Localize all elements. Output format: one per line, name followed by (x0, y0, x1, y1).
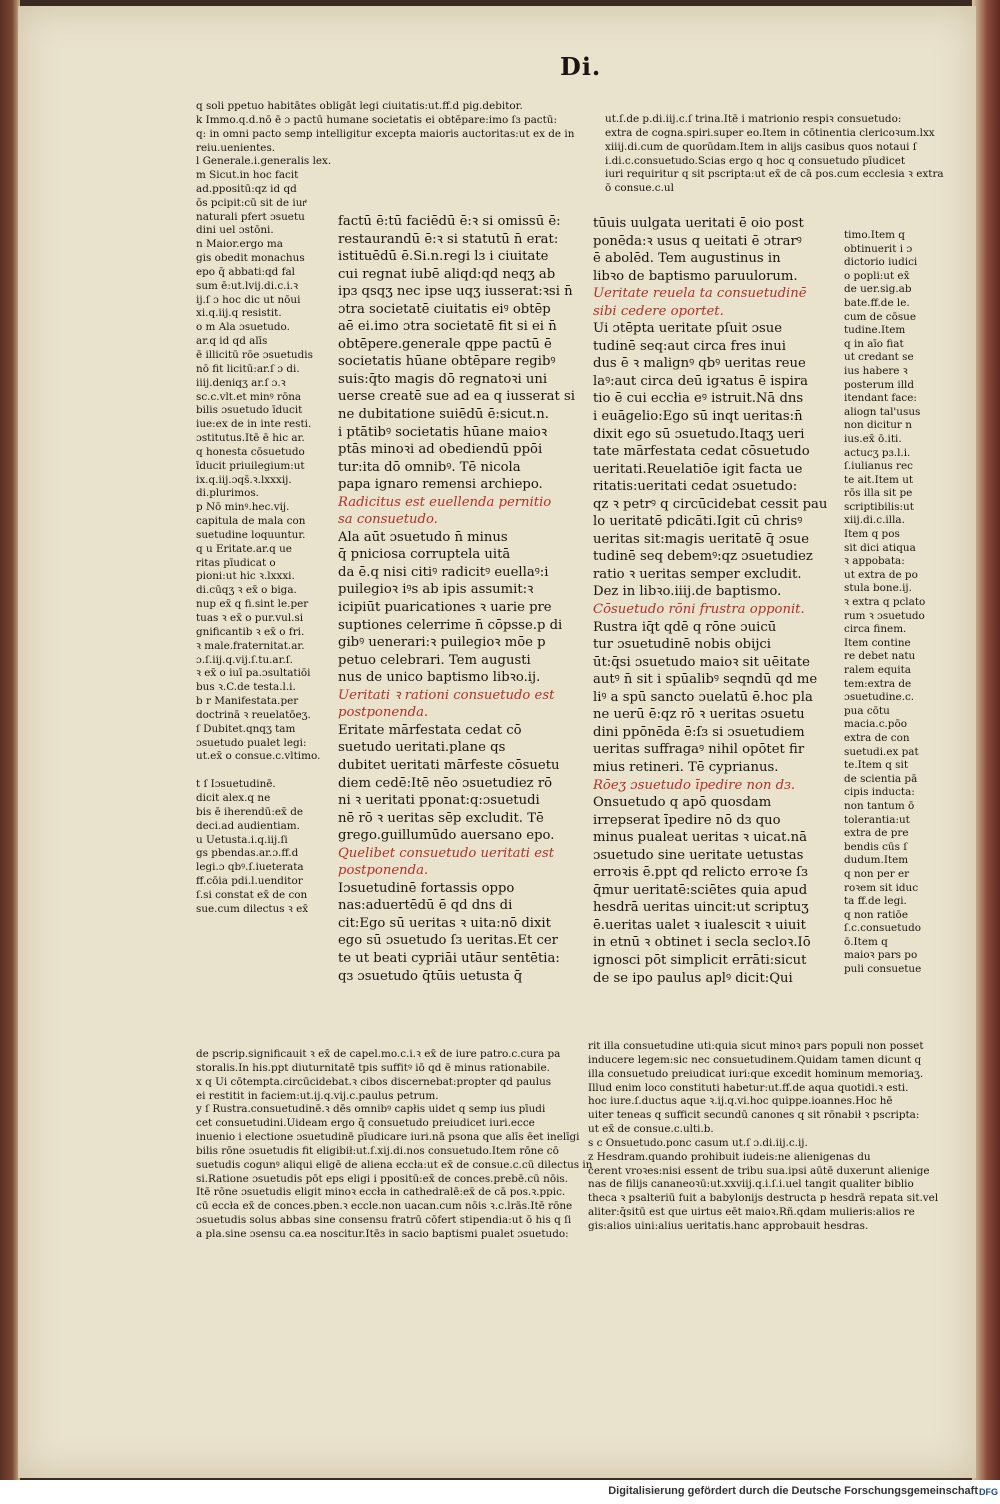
gloss-left-line: ōs pcipit:cū sit de iurͤ (196, 196, 306, 209)
gloss-left-line: tuas ꝛ ex̄ o pur.vul.si (196, 612, 304, 624)
main-col-1-line: uerse creatē sue ad ea q iusserat si (338, 389, 575, 405)
gloss-bottom-left-line: suetudis cogunꝰ aliqui eligē de aliena eccła:ut ex̄ de consue.c.cū dilectus in (196, 1158, 593, 1171)
gloss-right-line: sit dici atiqua (844, 541, 916, 554)
gloss-right-line: tem:extra de (844, 677, 912, 690)
gloss-bottom-left-line: a pla.sine ɔsensu ca.ea noscitur.Itēɜ in sacio baptismi pualet ɔsuetudo: (196, 1227, 569, 1240)
main-col-2-line: dixit ego sū ɔsuetudo.Itaqʒ ueri (593, 426, 805, 442)
gloss-left-line: sc.c.vlt.et minꝰ rōna (196, 390, 302, 403)
main-col-2-line: ignosci pōt simplicit̄ errāti:sicut (593, 952, 807, 968)
gloss-left-line: gis obedit monachus (196, 252, 305, 265)
gloss-left-line: bis ē iherendū:ex̄ de (196, 805, 303, 818)
gloss-bottom-left-line: cet consuetudini.Uideam ergo q̄ consuetudo preiudicet iuri.ecce (196, 1117, 535, 1130)
main-col-1-line: nē rō ꝛ ueritas sēp excludit. Tē (338, 810, 544, 826)
gloss-right-line: non tantum ō (844, 799, 915, 812)
gloss-top-left (196, 100, 594, 169)
gloss-right-line: Item contine (844, 636, 911, 649)
main-col-1-line: tur:ita dō omnibꝰ. Tē nicola (338, 459, 521, 475)
main-col-1-line: cit:Ego sū ueritas ꝛ uita:nō dixit (338, 915, 551, 931)
main-col-2-line: hesdrā ueritas uincit:ut scriptuʒ (593, 900, 809, 916)
gloss-top-right (605, 113, 950, 196)
gloss-right-line: dictorio iudici (844, 256, 918, 269)
main-col-2-line: ponēda:ꝛ usus q ueitati ē ɔtrarꝰ (593, 233, 802, 249)
gloss-right-line: re debet natu (844, 650, 916, 663)
gloss-bottom-left-line: bilis rōne ɔsuetudis fit eligibił:ut.ſ.xij.di.nos consuetudo.Item rōne cō (196, 1144, 559, 1157)
main-col-1-line: Radicitus est euellenda pernitio (338, 494, 552, 510)
gloss-bottom-right-line: uiter teneas q sufficit secundū canones q sit rōnabił ꝛ pscripta: (588, 1109, 920, 1122)
gloss-right-line: maioꝛ pars po (844, 949, 918, 962)
gloss-bottom-right-line: nas de filijs cananeoꝛū:ut.xxviij.q.i.ſ.i.uel tangit qualiter biblio (588, 1178, 914, 1191)
gloss-left-line (196, 764, 324, 778)
gloss-right-line: te.Item q sit (844, 759, 908, 772)
gloss-right-line: o popli:ut ex̄ (844, 269, 910, 282)
main-col-1-line: da ē.q nisi citiꝰ radicitꝰ euellaꝰ:i (338, 564, 549, 580)
gloss-left-line: naturali pfert ɔsuetu (196, 210, 305, 223)
gloss-right-line: ius habere ꝛ (844, 364, 908, 377)
gloss-left-line: iiij.deniqʒ ar.ſ ɔ.ꝛ (196, 376, 286, 389)
main-col-1-line: gibꝰ uenerari:ꝛ puilegioꝛ mōe p (338, 635, 546, 651)
gloss-left-line: di.plurimos. (196, 487, 259, 500)
gloss-left-line: gs pbendas.ar.ɔ.ff.d (196, 847, 299, 860)
main-col-1-line: Iɔsuetudinē fortassis oppo (338, 880, 515, 896)
gloss-right-line: rum ꝛ ɔsuetudo (844, 609, 925, 622)
gloss-left-line: ɔ.ſ.iij.q.vij.ſ.tu.ar.ſ. (196, 653, 293, 666)
gloss-right-line: obtinuerit i ɔ (844, 242, 913, 255)
gloss-right-line: aliogn tal'usus (844, 405, 921, 418)
gloss-right-line: de scientia pā (844, 772, 918, 785)
main-col-2-line: tūuis uulgata ueritati ē oio post (593, 216, 804, 231)
main-col-1-line: diem cedē:Itē nēo ɔsuetudiez rō (338, 775, 553, 791)
gloss-top-right-line: ut.ſ.de p.di.iij.c.ſ trina.Itē i matrionio respiꝛ consuetudo: (605, 113, 902, 125)
gloss-bottom-right-line: cerent vroꝛes:nisi essent de tribu sua.ipsi aūtē duxerunt alienige (588, 1164, 930, 1177)
gloss-left-line: p Nō minꝰ.hec.vij. (196, 501, 290, 514)
gloss-right-line: ut extra de po (844, 568, 918, 581)
main-col-2-line: irrepserat īpedire nō dɜ quo (593, 812, 781, 828)
main-col-2-line: ē abolēd. Tem augustinus in (593, 251, 781, 267)
gloss-right-line: ſ.c.consuetudo (844, 922, 921, 935)
gloss-left-line: ɔstitutus.Itē ē hic ar. (196, 432, 305, 445)
gloss-right-line: ō.Item q (844, 935, 888, 948)
gloss-left-line: ff.cōia pdi.l.uenditor (196, 875, 303, 888)
gloss-bottom-right-line: illa consuetudo preiudicat iuri:que excedit hominum memoriaʒ. (588, 1067, 924, 1080)
gloss-right-line: tudine.Item (844, 324, 906, 337)
main-col-1-line: Eritate mārfestata cedat cō (338, 722, 522, 738)
gloss-left-line: suetudine loquuntur. (196, 528, 306, 541)
main-col-1-line: icipiūt puaricationes ꝛ uarie pre (338, 600, 552, 616)
gloss-left-line: ſ Dubitet.qnqʒ tam (196, 722, 296, 735)
main-col-1-line: cui regnat iubē aliqd:qd neqʒ ab (338, 266, 556, 282)
gloss-left-line: n Maior.ergo ma (196, 238, 283, 251)
main-col-1-line: papa ignaro remensi archiepo. (338, 477, 543, 493)
gloss-bottom-left-line: y ſ Rustra.consuetudinē.ꝛ dēs omnibꝰ capłis uidet q semp ius pīudi (196, 1103, 546, 1116)
main-col-2-line: ratio ꝛ ueritas semper excludit. (593, 566, 802, 582)
gloss-bottom-left-line: cū eccła ex̄ de conces.pben.ꝛ eccle.non uacan.cum nōis ꝛ.c.lrās.Itē rōne (196, 1200, 573, 1213)
gloss-bottom-right-line: rit illa consuetudine uti:quia sicut minoꝛ pars populi non posset (588, 1040, 924, 1052)
main-col-1-line: suis:q̄to magis dō regnatoꝛi uni (338, 371, 548, 387)
gloss-right-line: bate.ff.de le. (844, 296, 910, 309)
main-col-1-line: factū ē:tū faciēdū ē:ꝛ si omissū ē: (338, 214, 561, 229)
gloss-right-line: puli consuetue (844, 963, 922, 976)
gloss-left-line: sum ē:ut.lvij.di.c.i.ꝛ (196, 279, 298, 292)
main-col-2-line: Rōeʒ ɔsuetudo īpedire non dɜ. (593, 777, 796, 793)
gloss-bottom-right-line: s c Onsuetudo.ponc casum ut.ſ ɔ.di.iij.c.ij. (588, 1136, 808, 1149)
gloss-right-line: bendis cūs ſ (844, 840, 908, 853)
main-col-2-line: tudinē seq:aut circa fres inui (593, 338, 786, 354)
main-col-2-line: dus ē ꝛ malignꝰ qbꝰ ueritas reue (593, 356, 806, 372)
main-col-2-line: ɔsuetudo sine ueritate uetustas (593, 847, 804, 863)
main-col-2-line: erroꝛis ē.ppt qd relicto erroꝛe ſɜ (593, 865, 808, 881)
gloss-top-left-line: reiu.uenientes. (196, 141, 276, 154)
gloss-right-line: te ait.Item ut (844, 473, 914, 486)
book-binding-left (0, 0, 20, 1480)
main-col-2-line: libꝛo de baptismo paruulorum. (593, 268, 798, 284)
main-text-column-1 (338, 213, 596, 985)
gloss-left-line: dicit alex.q ne (196, 791, 271, 804)
gloss-bottom-left-line: x q Ui cōtempta.circūcidebat.ꝛ cibos discernebat:propter qd paulus (196, 1075, 552, 1088)
gloss-right-line: tolerantia:ut (844, 813, 910, 826)
main-col-2-line: Ueritate reuela ta consuetudinē (593, 286, 807, 302)
dfg-logo: DFG (979, 1487, 998, 1497)
main-col-1-line: qɜ ɔsuetudo q̄tūis uetusta q̄ (338, 968, 523, 984)
main-text-column-2 (593, 215, 845, 987)
gloss-left-line: doctrinā ꝛ reuelatōeʒ. (196, 708, 311, 721)
gloss-right-line: cum de cōsue (844, 310, 917, 323)
gloss-right-line: ius.ex̄ ō.iti. (844, 432, 902, 445)
gloss-left-line: xi.q.iij.q resistit. (196, 307, 282, 320)
main-col-2-line: de se ipo paulus aplꝰ dicit:Qui (593, 970, 793, 986)
gloss-bottom-right-line: ut ex̄ de consue.c.ulti.b. (588, 1123, 714, 1136)
gloss-left-line: ix.q.iij.ɔqs̄.ꝛ.lxxxij. (196, 473, 292, 486)
gloss-right-line: stula bone.ij. (844, 582, 912, 595)
main-col-1-line: postponenda. (338, 863, 429, 879)
main-col-1-line: q̄ pniciosa corruptela uitā (338, 547, 511, 563)
main-col-2-line: q̄mur ueritatē:sciētes quia apud (593, 882, 808, 898)
gloss-top-left-line: q soli ppetuo habitātes obligāt legi ciuitatis:ut.ff.d pig.debitor. (196, 100, 523, 112)
gloss-right-line: macia.c.pōo (844, 718, 907, 731)
main-col-1-line: grego.guillumūdo auersano epo. (338, 828, 555, 844)
main-col-2-line: autꝰ n̄ sit i spūalibꝰ seqndū qd me (593, 672, 818, 688)
main-col-2-line: ē.ueritas ualet ꝛ iualescit ꝛ uiuit (593, 917, 806, 933)
main-col-2-line: Dez in libꝛo.iiij.de baptismo. (593, 584, 782, 600)
main-col-1-line: nus de unico baptismo libꝛo.ij. (338, 670, 541, 686)
gloss-right-line: rōs illa sit pe (844, 487, 913, 500)
main-col-2-line: tate mārfestata cedat cōsuetudo (593, 444, 810, 460)
main-col-1-line: nas:aduertēdū ē qd dns di (338, 898, 513, 914)
digitization-credit: Digitalisierung gefördert durch die Deutsche Forschungsgemeinschaft (608, 1485, 978, 1497)
gloss-right-line: ɔsuetudine.c. (844, 691, 915, 704)
manuscript-page (18, 6, 976, 1478)
gloss-right-line: ut credant se (844, 351, 914, 364)
gloss-top-left-line: q: in omni pacto semp intelligitur excepta maioris auctoritas:ut ex de in (196, 127, 575, 140)
gloss-left-line: ij.ſ ɔ hoc dic ut nōui (196, 293, 301, 306)
gloss-right-line: timo.Item q (844, 229, 905, 241)
main-col-1-line: suetudo ueritati.plane qs (338, 740, 506, 756)
footer-bar (0, 1480, 1000, 1504)
main-col-2-line: dini ppōnēda ē:ſɜ si ɔsuetudiem (593, 724, 805, 740)
main-col-2-line: tudinē seq debemꝰ:qz ɔsuetudiez (593, 549, 813, 565)
main-col-2-line: i euāgelio:Ego sū inqt ueritas:n̄ (593, 409, 803, 425)
gloss-left-column (196, 169, 324, 917)
gloss-left-line: gnificantib ꝛ ex̄ o fri. (196, 625, 305, 638)
gloss-left-line: epo q̄ abbati:qd fal (196, 265, 295, 278)
main-col-2-line: Rustra iq̄t qdē q rōne ɔuicū (593, 619, 777, 635)
gloss-right-line: non dicitur n (844, 419, 912, 432)
main-col-2-line: ueritas sit:magis ueritatē q̄ ɔsue (593, 531, 810, 547)
gloss-left-line: di.cūqʒ ꝛ ex̄ o biga. (196, 584, 297, 597)
gloss-right-line: ꝛ appobata: (844, 555, 905, 568)
gloss-right-line: q in aīo fiat (844, 337, 904, 350)
gloss-left-line: nō fit licitū:ar.ſ ɔ di. (196, 362, 300, 375)
gloss-right-line: ſ.iulianus rec (844, 460, 913, 473)
gloss-left-line: u Uetusta.i.q.iij.ſi (196, 833, 288, 846)
gloss-right-line: q non per er (844, 867, 910, 880)
gloss-bottom-right-line: Illud enim loco constituti habetur:ut.ff.de aqua quotidi.ꝛ esti. (588, 1081, 909, 1094)
gloss-top-left-line: l Generale.i.generalis lex. (196, 155, 332, 168)
gloss-bottom-right-line: theca ꝛ psalteriū fuit a babylonijs destructa p hesdrā repata sit.vel (588, 1192, 939, 1205)
gloss-right-line: extra de pre (844, 827, 909, 840)
main-col-1-line: puilegioꝛ iꝰs ab ipis assumit:ꝛ (338, 582, 534, 598)
main-col-2-line: Onsuetudo q apō quosdam (593, 795, 772, 811)
main-col-1-line: postponenda. (338, 705, 429, 721)
main-col-2-line: ūt:q̄si ɔsuetudo maioꝛ sit uēitate (593, 654, 810, 670)
main-col-2-line: laꝰ:aut circa deū igꝛatus ē ispira (593, 373, 809, 389)
gloss-bottom-left-line: Itē rōne ɔsuetudis eligit minoꝛ eccła in cathedralē:ex̄ de cā pos.ꝛ.ppic. (196, 1186, 566, 1199)
gloss-bottom-left (196, 1048, 594, 1242)
gloss-bottom-right-line: z Hesdram.quando prohibuit iudeis:ne alienigenas du (588, 1150, 871, 1163)
gloss-bottom-left-line: si.Ratione ɔsuetudis pōt eps eligi i ppositū:ex̄ de conces.prebē.cū nōis. (196, 1172, 569, 1185)
gloss-left-line: b r Manifestata.per (196, 695, 299, 708)
gloss-right-line: itendant face: (844, 392, 917, 405)
gloss-right-line: posterum illd (844, 378, 914, 391)
gloss-right-line: cipis inducta: (844, 786, 915, 799)
main-col-1-line: sa consuetudo. (338, 512, 438, 528)
gloss-left-line: sue.cum dilectus ꝛ ex̄ (196, 902, 309, 915)
main-col-2-line: ueritati.Reuelatiōe igit̄ facta ue (593, 461, 803, 477)
main-col-2-line: tur ɔsuetudinē nobis obijci (593, 637, 772, 653)
main-col-1-line: ne dubitatione suiēdū ē:sicut.n. (338, 407, 549, 423)
main-col-1-line: restaurandū ē:ꝛ si statutū n̄ erat: (338, 231, 559, 247)
gloss-bottom-right-line: gis:alios uini:alius ueritatis.hanc approbauit hesdras. (588, 1219, 869, 1232)
main-col-1-line: Quelibet consuetudo ueritati est (338, 845, 555, 861)
gloss-top-right-line: i.di.c.consuetudo.Scias ergo q hoc q consuetudo pīudicet (605, 154, 906, 167)
main-col-2-line: lo ueritatē pdicāti.Igit̄ cū chrisꝰ (593, 514, 803, 530)
gloss-left-line: ɔsuetudo pualet legi: (196, 736, 307, 749)
gloss-bottom-right-line: inducere legem:sic nec consuetudinem.Quidam tamen dicunt q (588, 1053, 922, 1066)
gloss-left-line: ꝛ male.fraternitat.ar. (196, 639, 305, 652)
gloss-left-line: bilis ɔsuetudo īducit (196, 404, 303, 417)
gloss-top-right-line: iuri requiritur q sit pscripta:ut ex̄ de cā pos.cum ecclesia ꝛ extra (605, 168, 944, 181)
main-col-1-line: petuo celebrari. Tem augusti (338, 652, 531, 668)
gloss-right-line: ꝛ extra q pclato (844, 596, 926, 609)
gloss-left-line: ē illicitū rōe ɔsuetudis (196, 348, 313, 361)
gloss-right-column (844, 229, 952, 977)
main-col-2-line: sibi cedere oportet. (593, 303, 724, 319)
main-col-1-line: ego sū ɔsuetudo ſɜ ueritas.Et cer (338, 933, 558, 949)
gloss-right-line: actucʒ pɜ.l.i. (844, 446, 911, 459)
gloss-left-line: īducit priuilegium:ut (196, 459, 305, 472)
book-edge-right (972, 0, 1000, 1480)
gloss-right-line: roꝛem sit iduc (844, 881, 919, 894)
gloss-bottom-right-line: hoc iure.ſ.ductus aque ꝛ.ij.q.vi.hoc quippe.ioannes.Hoc hē (588, 1095, 893, 1108)
main-col-1-line: dubitet ueritati mārfeste cōsuetu (338, 757, 560, 773)
gloss-right-line: pua cōtu (844, 704, 890, 717)
gloss-bottom-left-line: inuenio i electione ɔsuetudinē pīudicare iuri.nā psona que alīs ēet inelīgi (196, 1131, 580, 1144)
gloss-left-line: deci.ad audientiam. (196, 819, 300, 832)
gloss-right-line: Item q pos (844, 528, 900, 541)
gloss-right-line: dudum.Item (844, 854, 909, 867)
main-col-1-line: ipɜ qsqʒ nec ipse uqʒ iusserat:ꝛsi n̄ (338, 284, 573, 300)
gloss-left-line: q honesta cōsuetudo (196, 445, 305, 458)
main-col-2-line: Cōsuetudo rōni frustra opponit. (593, 602, 805, 618)
gloss-right-line: suetudi.ex pat (844, 745, 919, 758)
main-col-1-line: aē ei.imo ɔtra societatē fit si ei n̄ (338, 319, 557, 335)
gloss-top-left-line: k Immo.q.d.nō ē ɔ pactū humane societatis ei obtēpare:imo ſɜ pactū: (196, 113, 557, 126)
gloss-bottom-left-line: storalis.In his.ppt diuturnitatē tpis suffitꝰ iō qd ē minus rationabile. (196, 1061, 550, 1074)
gloss-right-line: ta ff.de legi. (844, 895, 907, 908)
gloss-left-line: ritas pīudicat o (196, 556, 276, 569)
gloss-left-line: ar.q id qd alīs (196, 335, 268, 348)
gloss-right-line: extra de con (844, 731, 910, 744)
main-col-2-line: liꝰ a spū sancto ɔuelatū ē.hoc pla (593, 689, 813, 705)
main-col-1-line: Ueritati ꝛ rationi consuetudo est (338, 687, 555, 703)
main-col-1-line: ni ꝛ ueritati pponat:q:ɔsuetudi (338, 793, 540, 809)
folio-header: Di. (560, 52, 602, 81)
gloss-top-right-line: xiiij.di.cum de quorūdam.Item in alijs casibus quos notaui ſ (605, 140, 917, 153)
gloss-bottom-left-line: ɔsuetudis solus abbas sine consensu fratrū cōfert stipendia:ut ō his q ſi (196, 1214, 572, 1227)
main-col-2-line: minus pualeat ueritas ꝛ uicat.nā (593, 830, 808, 846)
gloss-left-line: pioni:ut hic ꝛ.lxxxi. (196, 570, 295, 583)
main-col-1-line: ptās minoꝛi ad obediendū ppōi (338, 442, 543, 458)
gloss-left-line: q u Eritate.ar.q ue (196, 542, 292, 555)
main-col-1-line: suptiones celerrime n̄ cōpsse.p di (338, 617, 563, 633)
gloss-left-line: iue:ex de in inte resti. (196, 418, 312, 431)
gloss-left-line: m Sicut.in hoc facit (196, 169, 299, 181)
gloss-top-right-line: extra de cogna.spiri.super eo.Item in cōtinentia clericoꝛum.lxx (605, 126, 935, 139)
main-col-1-line: Ala aūt ɔsuetudo n̄ minus (338, 529, 508, 545)
main-col-1-line: obtēpere.generale qppe pactū ē (338, 336, 552, 352)
main-col-2-line: qz ꝛ petrꝰ q circūcidebat cessit pau (593, 496, 828, 512)
main-col-1-line: istituēdū ē.Si.n.regi lɜ i ciuitate (338, 249, 549, 265)
gloss-left-line: dini uel ɔstōni. (196, 224, 274, 237)
gloss-right-line: ralem equita (844, 664, 911, 676)
gloss-left-line: o m Ala ɔsuetudo. (196, 321, 290, 334)
main-col-2-line: Ui ɔtēpta ueritate pſuit ɔsue (593, 321, 783, 337)
main-col-1-line: i ptātibꝰ societatis hūane maioꝛ (338, 424, 548, 440)
gloss-bottom-left-line: de pscrip.significauit ꝛ ex̄ de capel.mo.c.i.ꝛ ex̄ de iure patro.c.cura pa (196, 1048, 561, 1060)
gloss-left-line: t ſ Iɔsuetudinē. (196, 778, 276, 791)
gloss-left-line: nup ex̄ q fi.sint le.per (196, 598, 309, 611)
main-col-2-line: ne uerū ē:qz rō ꝛ ueritas ɔsuetu (593, 707, 805, 723)
main-col-2-line: mius retineri. Tē cyprianus. (593, 759, 779, 775)
gloss-right-line: circa finem. (844, 623, 907, 636)
main-col-2-line: ueritas suffragaꝰ nihil opōtet fir (593, 742, 805, 758)
gloss-left-line: legi.ɔ qbꝰ.ſ.iueterata (196, 861, 304, 874)
gloss-left-line: ut.ex̄ o consue.c.vltimo. (196, 750, 321, 763)
main-col-2-line: ritatis:ueritati cedat ɔsuetudo: (593, 479, 798, 495)
gloss-right-line: scriptibilis:ut (844, 500, 914, 513)
gloss-bottom-right-line: aliter:q̄sitū est que uirtus eēt maioꝛ.Rñ.qdam mulieris:alios re (588, 1206, 915, 1219)
main-col-1-line: te ut beati cypriāi utāur sentētia: (338, 950, 560, 966)
gloss-top-right-line: ō consue.c.ul (605, 182, 674, 195)
gloss-left-line: ꝛ ex̄ o iuī pa.ɔsultatiōi (196, 667, 311, 680)
gloss-right-line: q non ratiōe (844, 908, 908, 921)
main-col-1-line: societatis hūane obtēpare regibꝰ (338, 354, 556, 370)
gloss-bottom-left-line: ei restitit in faciem:ut.ij.q.vij.c.paulus petrum. (196, 1089, 439, 1102)
gloss-right-line: xiij.di.c.illa. (844, 514, 905, 527)
main-col-1-line: ɔtra societatē ciuitatis eiꝰ obtēp (338, 301, 551, 317)
gloss-left-line: ſ.si constat ex̄ de con (196, 888, 308, 901)
main-col-2-line: in etnū ꝛ obtinet i secla secloꝛ.Iō (593, 935, 811, 951)
gloss-left-line: ad.ppositū:qz id qd (196, 182, 297, 195)
gloss-right-line: de uer.sig.ab (844, 283, 912, 296)
main-col-2-line: tio ē cui eccłia eꝰ istruit.Nā dns (593, 391, 804, 407)
gloss-left-line: bus ꝛ.C.de testa.l.i. (196, 681, 296, 694)
gloss-bottom-right (588, 1040, 948, 1234)
gloss-left-line: capitula de mala con (196, 515, 306, 528)
